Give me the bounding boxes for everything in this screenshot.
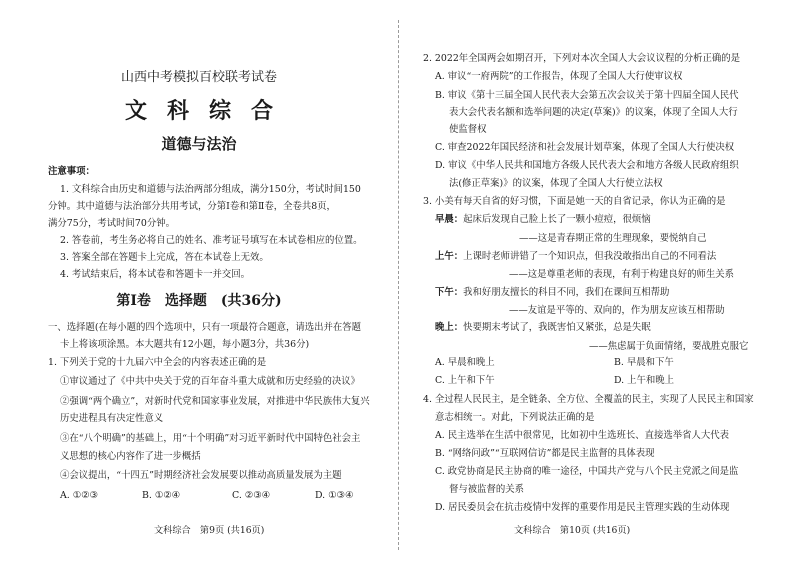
question-2-line: C. 审查2022年国民经济和社会发展计划草案，体现了全国人大行使决权 [435,142,735,153]
page-footer: 文科综合 第9页 (共16页) [154,525,265,536]
question-4-line: B. “网络问政”“互联网信访”都是民主监督的具体表现 [435,448,655,459]
diary-text: 起床后发现自己脸上长了一颗小痘痘，很烦恼 [463,214,651,225]
question-4-stem-continued: 意志相统一。对此，下列说法正确的是 [435,412,595,423]
diary-entry [435,214,651,226]
notice-line: 满分75分，考试时间70分钟。 [48,218,175,229]
notice-line: 分钟。其中道德与法治部分共用考试，分第Ⅰ卷和第Ⅱ卷，全卷共8页， [48,201,336,212]
question-1-item: ③在“八个明确”的基础上，用“十个明确”对习近平新时代中国特色社会主 [60,433,361,444]
question-1-item: 义思想的核心内容作了进一步概括 [60,451,201,462]
diary-text: 上课时老师讲错了一个知识点，但我没敢指出自己的不同看法 [463,251,717,262]
exam-title: 山西中考模拟百校联考试卷 [120,70,277,85]
diary-comment: ——这是青春期正常的生理现象，要悦纳自己 [519,233,707,244]
question-2-stem: 2. 2022年全国两会如期召开，下列对本次全国人大会议议程的分析正确的是 [423,53,741,64]
question-4-line: C. 政党协商是民主协商的唯一途径，中国共产党与八个民主党派之间是监 [435,466,739,477]
diary-entry [435,322,651,334]
diary-comment: ——焦虑属于负面情绪，要战胜克服它 [589,341,749,352]
diary-label: 晚上： [435,322,464,333]
question-1-option-b: B. ①②④ [142,490,181,501]
section-title: 第Ⅰ卷 选择题 (共36分) [116,293,282,309]
question-4-line: 督与被监督的关系 [449,484,525,495]
question-3-option-d: D. 上午和晚上 [614,375,675,386]
question-4-line: D. 居民委员会在抗击疫情中发挥的重要作用是民主管理实践的生动体现 [435,502,730,513]
diary-entry [435,251,716,263]
notice-line: 1. 文科综合由历史和道德与法治两部分组成，满分150分，考试时间150 [60,184,361,195]
diary-label: 下午： [435,287,464,298]
right-page [399,0,794,562]
diary-comment: ——这是尊重老师的表现，有利于构建良好的师生关系 [509,269,735,280]
diary-label: 早晨： [435,214,464,225]
question-4-stem: 4. 全过程人民民主，是全链条、全方位、全覆盖的民主，实现了人民民主和国家 [423,394,754,405]
subject-title: 文科综合 [124,98,293,124]
question-1-item: 历史进程具有决定性意义 [60,413,164,424]
diary-label: 上午： [435,251,464,262]
notice-line: 3. 答案全部在答题卡上完成，答在本试卷上无效。 [60,252,269,263]
diary-text: 我和好朋友擅长的科目不同，我们在课间互相帮助 [463,287,670,298]
question-2-line: 表大会代表名额和选举问题的决定(草案)》的议案，体现了全国人大行 [449,107,738,118]
question-1-item: ④会议提出，“十四五”时期经济社会发展要以推动高质量发展为主题 [60,470,342,481]
diary-entry [435,287,669,299]
question-1-item: ①审议通过了《中共中央关于党的百年奋斗重大成就和历史经验的决议》 [60,376,361,387]
question-2-line: D. 审议《中华人民共和国地方各级人民代表大会和地方各级人民政府组织 [435,160,739,171]
question-1-stem: 1. 下列关于党的十九届六中全会的内容表述正确的是 [48,357,267,368]
instruction-line: 一、选择题(在每小题的四个选项中，只有一项最符合题意，请选出并在答题 [48,322,362,333]
diary-comment: ——友谊是平等的、双向的，作为朋友应该互相帮助 [509,305,725,316]
question-1-option-d: D. ①③④ [315,490,354,501]
question-3-option-c: C. 上午和下午 [435,375,495,386]
question-1-option-c: C. ②③④ [232,490,271,501]
question-2-line: A. 审议“一府两院”的工作报告，体现了全国人大行使审议权 [435,71,683,82]
question-2-line: B. 审议《第十三届全国人民代表大会第五次会议关于第十四届全国人民代 [435,90,739,101]
question-3-option-a: A. 早晨和晚上 [435,357,495,368]
notice-line: 4. 考试结束后，将本试卷和答题卡一并交回。 [60,269,251,280]
question-3-option-b: B. 早晨和下午 [614,357,674,368]
notice-line: 2. 答卷前，考生务必将自己的姓名、准考证号填写在本试卷相应的位置。 [60,235,363,246]
page-footer: 文科综合 第10页 (共16页) [514,525,631,536]
sub-subject-title: 道德与法治 [161,135,237,153]
notice-heading: 注意事项： [48,166,95,177]
question-3-stem: 3. 小美有每天自省的好习惯，下面是她一天的自省记录，你认为正确的是 [423,196,726,207]
question-2-line: 使监督权 [449,124,487,135]
question-2-line: 法(修正草案)》的议案，体现了全国人大行使立法权 [449,178,663,189]
diary-text: 快要期末考试了，我既害怕又紧张，总是失眠 [463,322,651,333]
question-1-item: ②强调“两个确立”，对新时代党和国家事业发展，对推进中华民族伟大复兴 [60,396,370,407]
question-4-line: A. 民主选举在生活中很常见，比如初中生选班长、直接选举省人大代表 [435,430,729,441]
instruction-line: 卡上将该项涂黑。本大题共有12小题，每小题3分，共36分) [60,339,310,350]
question-1-option-a: A. ①②③ [60,490,98,501]
